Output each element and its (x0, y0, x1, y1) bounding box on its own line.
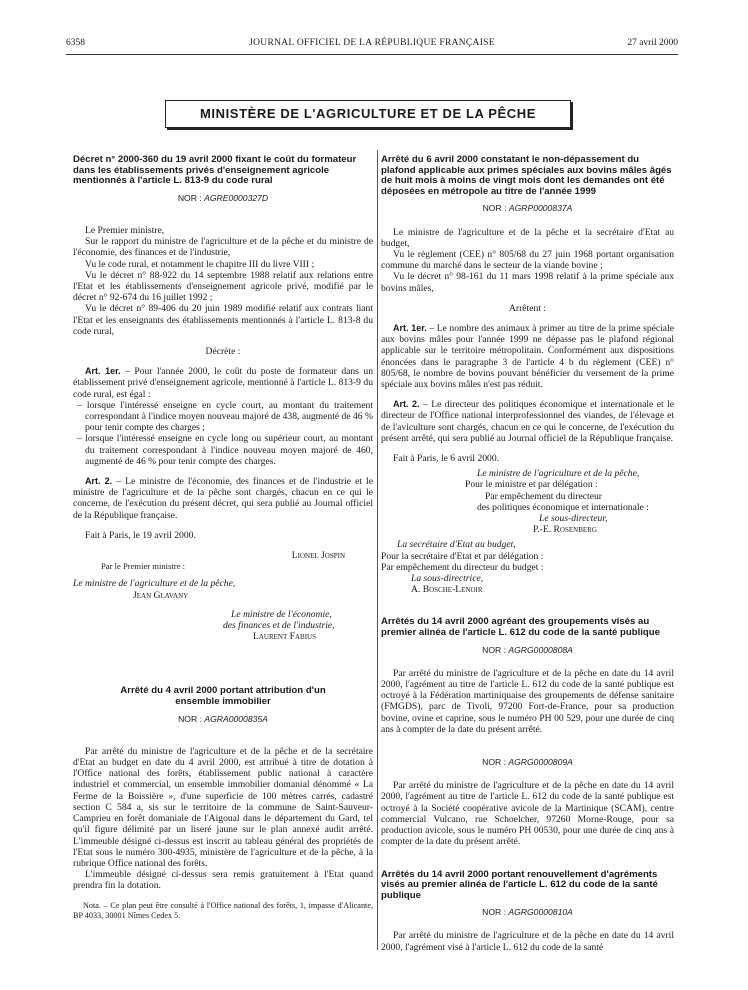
done-at: Fait à Paris, le 19 avril 2000. (85, 529, 196, 541)
decrete-heading: Décrète : (205, 346, 241, 358)
issue-date: 27 avril 2000 (627, 38, 678, 48)
signatory-line: Le ministre de l'agriculture et de la pêche, (73, 578, 236, 590)
paragraph: Vu le code rural, et notamment le chapitre III du livre VIII ; (85, 258, 315, 270)
paragraph: Vu le décret n° 98-161 du 11 mars 1998 relatif à la prime spéciale aux bovins mâles, (381, 271, 674, 294)
signatory-line: La secrétaire d'Etat au budget, (397, 539, 516, 551)
ministry-banner: MINISTÈRE DE L'AGRICULTURE ET DE LA PÊCHE (165, 100, 571, 128)
signatory-line: Par le Premier ministre : (101, 561, 186, 572)
paragraph: Sur le rapport du ministre de l'agriculture et de la pêche et du ministre de l'économie, des finances et de l'industrie, (73, 236, 373, 259)
footnote: Nota. – Ce plan peut être consulté à l'Office national des forêts, 1, impasse d'Alicante, BP 4033, 30001 Nîmes Cedex 5. (73, 900, 373, 920)
signature: Jean Glavany (133, 589, 189, 601)
signature: Laurent Fabius (253, 631, 316, 643)
page-header (66, 38, 678, 52)
paragraph: Vu le décret n° 89-406 du 20 juin 1989 modifié relatif aux contrats liant l'Etat et les enseignants des établissements mentionnés à l'article L. 813-8 du code rural, (73, 303, 373, 337)
nor-reference: NOR : AGRG0000808A (482, 644, 573, 655)
paragraph: Le ministre de l'agriculture et de la pêche et la secrétaire d'Etat au budget, (381, 226, 674, 249)
decree-title: Arrêté du 6 avril 2000 constatant le non-dépassement du plafond applicable aux primes spéciales aux bovins mâles âgés de huit mois à moins de vingt mois dont les demandes ont été déposées en métropole au titre de l'année 1999 (381, 154, 672, 197)
signatory-line: La sous-directrice, (411, 573, 484, 585)
left-column (73, 155, 373, 921)
nor-reference: NOR : AGRG0000809A (482, 757, 573, 768)
article-1: Art. 1er. – Pour l'année 2000, le coût du poste de formateur dans un établissement privé d'enseignement agricole, mentionné à l'article L. 813-9 du code rural, est égal : (73, 366, 373, 400)
nor-reference: NOR : AGRG0000810A (482, 907, 573, 918)
list-item: – lorsque l'intéressé enseigne en cycle long ou supérieur court, au montant du traitement correspondant à l'indice nouveau moyen majoré de 460, augmenté de 46 % pour tenir compte des charges. (77, 433, 373, 467)
signatory-line: Le sous-directeur, (539, 513, 608, 525)
paragraph: L'immeuble désigné ci-dessus sera remis gratuitement à l'Etat quand prendra fin la dotation. (73, 869, 373, 892)
signature: Lionel Jospin (291, 550, 345, 562)
paragraph: Vu le règlement (CEE) n° 805/68 du 27 juin 1968 portant organisation commune du marché dans le secteur de la viande bovine ; (381, 248, 674, 272)
decree-title: Arrêté du 4 avril 2000 portant attribution d'un ensemble immobilier (120, 685, 326, 708)
paragraph: Par arrêté du ministre de l'agriculture et de la pêche en date du 14 avril 2000, l'agrément visé à l'article L. 612 du code de la santé (381, 930, 674, 953)
signature: P.-E. Rosenberg (533, 524, 597, 536)
nor-reference: NOR : AGRE0000327D (177, 192, 269, 203)
list-item: – lorsque l'intéressé enseigne en cycle court, au montant du traitement correspondant à l'indice moyen nouveau majoré de 438, augmenté de 46 % pour tenir compte des charges ; (77, 399, 373, 434)
nor-reference: NOR : AGRA0000835A (178, 713, 268, 724)
arretent-heading: Arrêtent : (508, 302, 547, 314)
signatory-line: Le ministre de l'agriculture et de la pêche, (477, 468, 640, 480)
signatory-line: des politiques économique et internationale : (477, 501, 649, 513)
signatory-line: Pour le ministre et par délégation : (465, 479, 598, 491)
nor-reference: NOR : AGRP0000837A (482, 203, 573, 214)
paragraph: Par arrêté du ministre de l'agriculture et de la pêche et de la secrétaire d'Etat au budget en date du 4 avril 2000, est attribué à titre de dotation à l'Office national des forêts, établissement public national à caractère industriel et commercial, un ensemble immobilier domanial dénommé « La Ferme de la Boissière », d'une superficie de 100 mètres carrés, cadastré section C 584 a, sis sur le territoire de la commune de Saint-Sauveur-Camprieu en forêt domaniale de l'Aigoual dans le département du Gard, tel qu'il figure délimité par un liseré jaune sur le plan annexé audit arrêté. L'immeuble désigné ci-dessus est inscrit au tableau général des propriétés de l'Etat sous le numéro 300-4935, ministère de l'agriculture et de la pêche, à la rubrique Office national des forêts. (73, 745, 373, 869)
paragraph: Par arrêté du ministre de l'agriculture et de la pêche en date du 14 avril 2000, l'agrément au titre de l'article L. 612 du code de la santé publique est octroyé à la Société coopérative avicole de la Martinique (SCAM), centre commercial Vulcano, rue Schoelcher, 97260 Morne-Rouge, pour sa production avicole, sous le numéro PH 00530, pour une durée de cinq ans à compter de la date du présent arrêté. (381, 780, 674, 848)
page-number: 6358 (66, 38, 85, 48)
header-rule (66, 54, 678, 55)
article-2: Art. 2. – Le directeur des politiques économique et internationale et le directeur de l'Office national interprofessionnel des viandes, de l'élevage et de l'aviculture sont chargés, chacun en ce qui le concerne, de l'exécution du présent arrêté, qui sera publié au Journal officiel de la République française. (381, 399, 675, 444)
journal-title: JOURNAL OFFICIEL DE LA RÉPUBLIQUE FRANÇAISE (249, 38, 495, 48)
signatory-line: Pour la secrétaire d'Etat et par délégation : (381, 550, 544, 562)
paragraph: Vu le décret n° 88-922 du 14 septembre 1988 relatif aux relations entre l'Etat et les établissements d'enseignement agricole privé, modifié par le décret n° 92-674 du 16 juillet 1992 ; (73, 269, 373, 304)
paragraph: Par arrêté du ministre de l'agriculture et de la pêche en date du 14 avril 2000, l'agrément au titre de l'article L. 612 du code de la santé publique est octroyé à la Fédération martiniquaise des groupements de défense sanitaire (FMGDS), parc de Tivoli, 97200 Fort-de-France, pour sa production bovine, ovine et caprine, sous le numéro PH 00 529, pour une durée de cinq ans à compter de la date du présent arrêté. (381, 667, 674, 735)
signature: A. Bosche-Lenoir (411, 584, 483, 596)
decree-title: Décret n° 2000-360 du 19 avril 2000 fixant le coût du formateur dans les établissements privés d'enseignement agricole mentionnés à l'article L. 813-9 du code rural (73, 154, 357, 187)
column-divider (377, 150, 378, 950)
signatory-line: Par empêchement du directeur du budget : (381, 561, 544, 573)
paragraph: Le Premier ministre, (85, 224, 165, 236)
done-at: Fait à Paris, le 6 avril 2000. (393, 453, 500, 465)
signatory-line: Le ministre de l'économie, (231, 608, 332, 620)
signatory-line: Par empêchement du directeur (485, 490, 602, 502)
right-column (381, 155, 674, 953)
decree-title: Arrêtés du 14 avril 2000 portant renouvellement d'agréments visés au premier alinéa de l'article L. 612 du code de la santé publique (381, 868, 658, 901)
article-2: Art. 2. – Le ministre de l'économie, des finances et de l'industrie et le ministre de l'agriculture et de la pêche sont chargés, chacun en ce qui le concerne, de l'exécution du présent décret, qui sera publié au Journal officiel de la République française. (73, 476, 373, 521)
article-1: Art. 1er. – Le nombre des animaux à primer au titre de la prime spéciale aux bovins mâles pour l'année 1999 ne dépasse pas le plafond régional applicable sur le territoire métropolitain. Conformément aux dispositions énoncées dans le paragraphe 3 de l'article 4 b du règlement (CEE) n° 805/68, le nombre de bovins pouvant bénéficier du versement de la prime spéciale aux bovins mâles n'est pas réduit. (381, 323, 674, 391)
decree-title: Arrêtés du 14 avril 2000 agréant des groupements visés au premier alinéa de l'article L. 612 du code de la santé publique (381, 616, 660, 639)
signatory-line: des finances et de l'industrie, (223, 620, 335, 632)
